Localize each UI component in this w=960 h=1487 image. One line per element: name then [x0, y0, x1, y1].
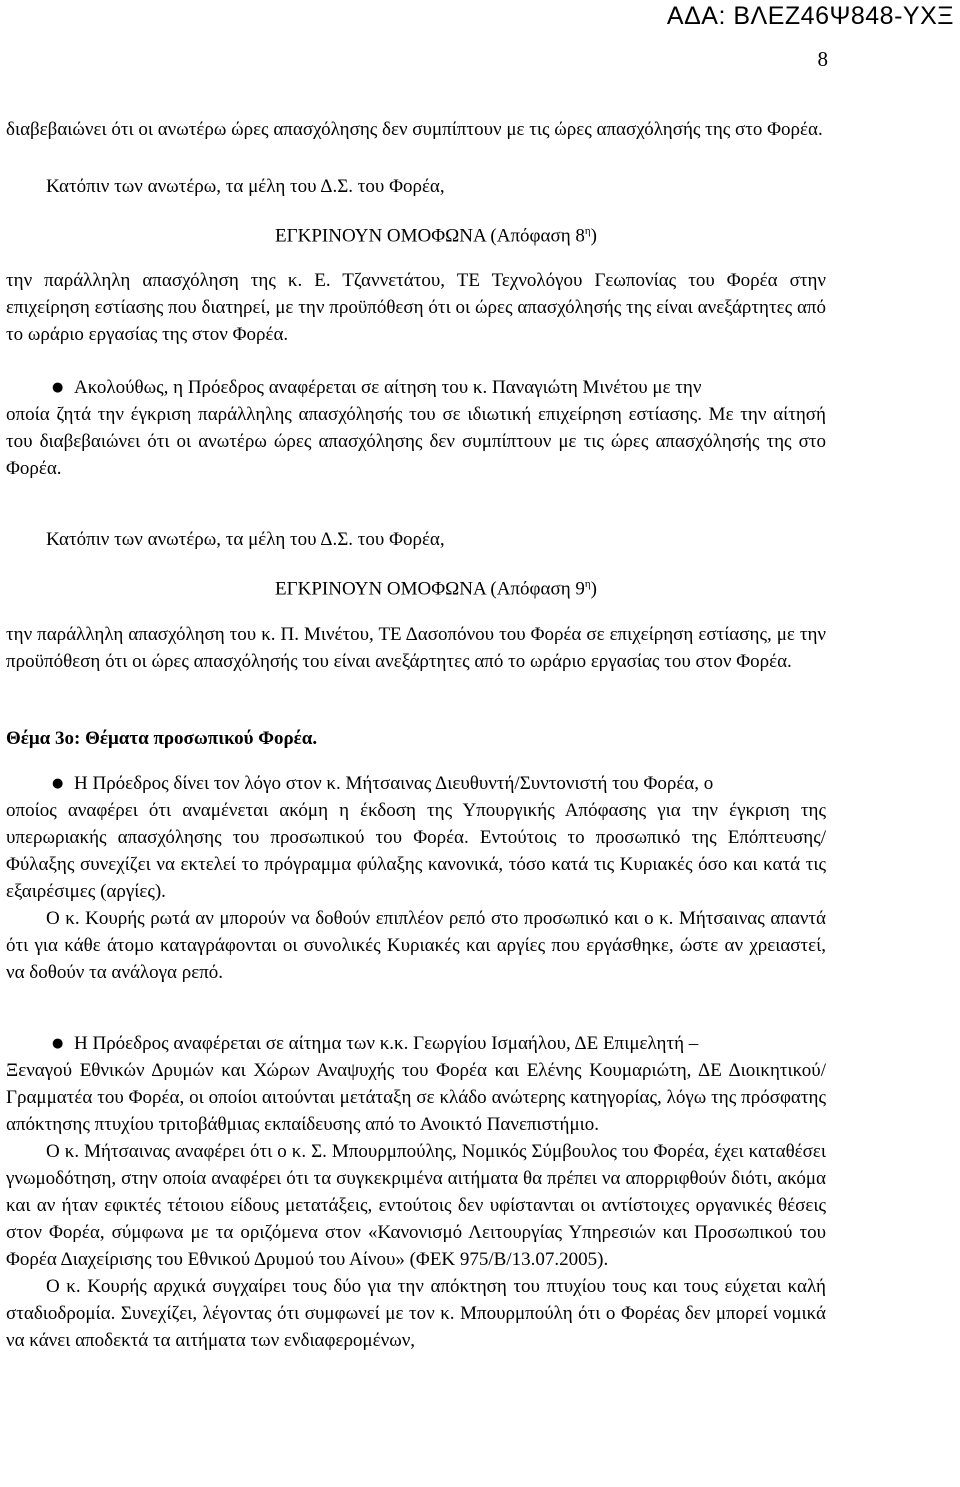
paragraph: Ο κ. Κουρής ρωτά αν μπορούν να δοθούν επιπλέον ρεπό στο προσωπικό και ο κ. Μήτσαινας απαντά ότι για κάθε άτομο καταγράφονται οι συνολικές Κυριακές και αργίες που εργάσθηκε, ώστε αν χρειαστεί, να δοθούν τα ανάλογα ρεπό. [6, 907, 826, 983]
page-number: 8 [817, 47, 828, 71]
bullet-item [6, 374, 826, 401]
bullet-item [6, 770, 826, 797]
bullet-text: Η Πρόεδρος δίνει τον λόγο στον κ. Μήτσαινας Διευθυντή/Συντονιστή του Φορέα, ο [74, 772, 714, 794]
bullet-item [6, 1030, 826, 1057]
paragraph: Ο κ. Κουρής αρχικά συγχαίρει τους δύο για την απόκτηση του πτυχίου τους και τους εύχεται καλή σταδιοδρομία. Συνεχίζει, λέγοντας ότι συμφωνεί με τον κ. Μπουρμπούλη ότι ο Φορέας δεν μπορεί νομικά να κάνει αποδεκτά τα αιτήματα των ενδιαφερομένων, [6, 1275, 826, 1351]
decision-text: ΕΓΚΡΙΝΟΥΝ ΟΜΟΦΩΝΑ (Απόφαση 9 [275, 578, 585, 600]
decision-superscript: η [584, 578, 591, 591]
paragraph: Κατόπιν των ανωτέρω, τα μέλη του Δ.Σ. του Φορέα, [46, 176, 445, 197]
bullet-icon: ● [52, 775, 64, 791]
decision-text: ΕΓΚΡΙΝΟΥΝ ΟΜΟΦΩΝΑ (Απόφαση 8 [275, 225, 585, 247]
paragraph: οποία ζητά την έγκριση παράλληλης απασχόλησής του σε ιδιωτική επιχείρηση εστίασης. Με την αίτησή του διαβεβαιώνει ότι οι ανωτέρω ώρες απασχόλησης δεν συμπίπτουν με τις ώρες απασχόλησής της στο Φορέα. [6, 404, 826, 480]
paragraph: Ο κ. Μήτσαινας αναφέρει ότι ο κ. Σ. Μπουρμπούλης, Νομικός Σύμβουλος του Φορέα, έχει καταθέσει γνωμοδότηση, στην οποία αναφέρει ότι τα συγκεκριμένα αιτήματα θα πρέπει να απορριφθούν διότι, ακόμα και αν ήταν εφικτές τέτοιου είδους μετατάξεις, εντούτοις δεν υφίστανται οι αντίστοιχες οργανικές θέσεις στον Φορέα, σύμφωνα με τα οριζόμενα στον «Κανονισμό Λειτουργίας Υπηρεσιών και Προσωπικού του Φορέα Διαχείρισης του Εθνικού Δρυμού του Αίνου» (ΦΕΚ 975/Β/13.07.2005). [6, 1140, 826, 1270]
bullet-icon: ● [52, 1035, 64, 1051]
paragraph: διαβεβαιώνει ότι οι ανωτέρω ώρες απασχόλησης δεν συμπίπτουν με τις ώρες απασχόλησής της στο Φορέα. [6, 119, 823, 140]
ada-code: ΑΔΑ: ΒΛΕΖ46Ψ848-ΥΧΞ [666, 2, 954, 30]
decision-line [6, 571, 826, 602]
decision-close: ) [590, 578, 597, 600]
document-body [6, 116, 826, 1354]
bullet-text: Ακολούθως, η Πρόεδρος αναφέρεται σε αίτηση του κ. Παναγιώτη Μινέτου με την [74, 377, 702, 399]
paragraph: την παράλληλη απασχόληση της κ. Ε. Τζαννετάτου, ΤΕ Τεχνολόγου Γεωπονίας του Φορέα στην επιχείρηση εστίασης που διατηρεί, με την προϋπόθεση ότι οι ώρες απασχόλησής της είναι ανεξάρτητες από το ωράριο εργασίας της στον Φορέα. [6, 270, 826, 346]
decision-close: ) [590, 225, 597, 247]
paragraph: οποίος αναφέρει ότι αναμένεται ακόμη η έκδοση της Υπουργικής Απόφασης για την έγκριση της υπερωριακής απασχόλησης του προσωπικού του Φορέα. Εντούτοις το προσωπικό της Επόπτευσης/Φύλαξης συνεχίζει να εκτελεί το πρόγραμμα φύλαξης κανονικά, τόσο κατά τις Κυριακές όσο και κατά τις εξαιρέσιμες (αργίες). [6, 799, 826, 902]
bullet-icon: ● [52, 380, 64, 396]
paragraph: Ξεναγού Εθνικών Δρυμών και Χώρων Αναψυχής του Φορέα και Ελένης Κουμαριώτη, ΔΕ Διοικητικού/Γραμματέα του Φορέα, οι οποίοι αιτούνται μετάταξη σε κλάδο ανώτερης κατηγορίας, λόγω της πρόσφατης απόκτησης πτυχίου τριτοβάθμιας εκπαίδευσης από το Ανοικτό Πανεπιστήμιο. [6, 1059, 826, 1135]
bullet-text: Η Πρόεδρος αναφέρεται σε αίτημα των κ.κ. Γεωργίου Ισμαήλου, ΔΕ Επιμελητή – [74, 1032, 699, 1054]
decision-superscript: η [584, 225, 591, 237]
paragraph: την παράλληλη απασχόληση του κ. Π. Μινέτου, ΤΕ Δασοπόνου του Φορέα σε επιχείρηση εστίασης, με την προϋπόθεση ότι οι ώρες απασχόλησής του είναι ανεξάρτητες από το ωράριο εργασίας του στον Φορέα. [6, 623, 826, 672]
paragraph: Κατόπιν των ανωτέρω, τα μέλη του Δ.Σ. του Φορέα, [46, 529, 445, 551]
section-heading: Θέμα 3ο: Θέματα προσωπικού Φορέα. [6, 727, 318, 749]
decision-line [6, 218, 826, 249]
